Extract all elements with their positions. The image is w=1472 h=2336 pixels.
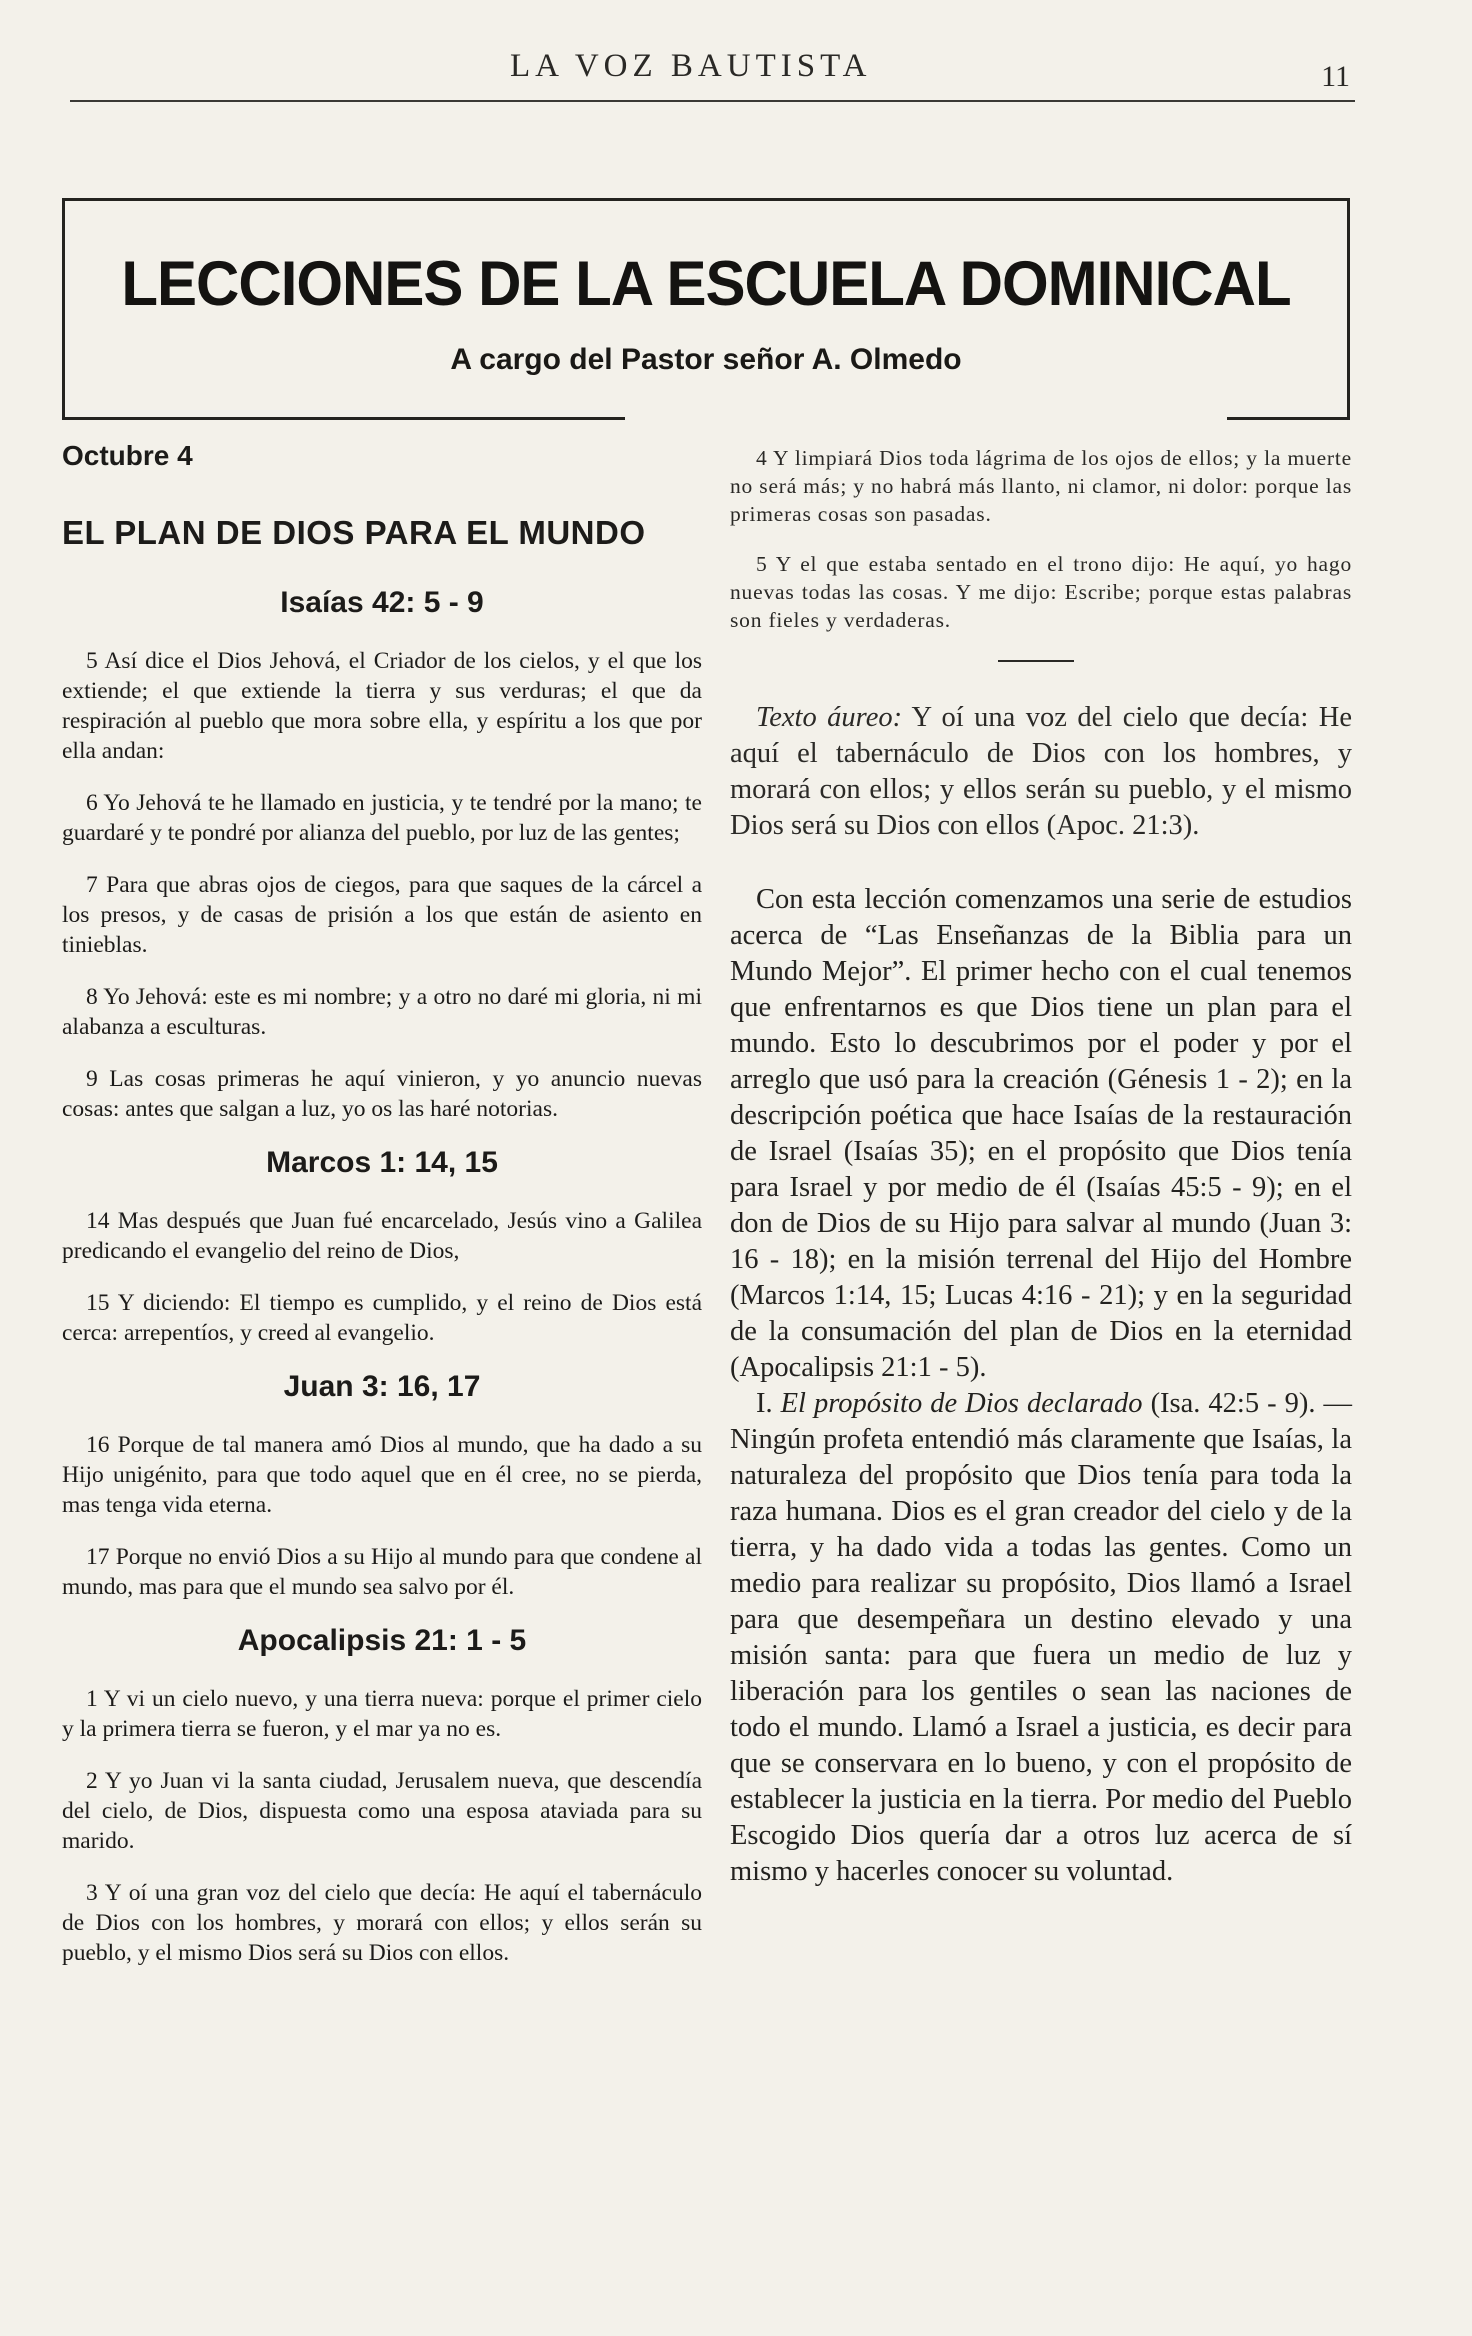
section-divider xyxy=(998,660,1074,662)
verse: 2 Y yo Juan vi la santa ciudad, Jerusalem nueva, que descendía del cielo, de Dios, dispuesta como una esposa ataviada para su marido. xyxy=(62,1768,702,1854)
scripture-reference: Isaías 42: 5 - 9 xyxy=(280,586,484,619)
header-rule xyxy=(70,100,1355,102)
verse: 1 Y vi un cielo nuevo, y una tierra nueva: porque el primer cielo y la primera tierra se fueron, y el mar ya no es. xyxy=(62,1686,702,1742)
verse: 7 Para que abras ojos de ciegos, para que saques de la cárcel a los presos, y de casas de prisión a los que están de asiento en tinieblas. xyxy=(62,872,702,958)
verse: 6 Yo Jehová te he llamado en justicia, y te tendré por la mano; te guardaré y te pondré por alianza del pueblo, por luz de las gentes; xyxy=(62,790,702,846)
scripture-reference: Juan 3: 16, 17 xyxy=(283,1370,481,1403)
banner-title: LECCIONES DE LA ESCUELA DOMINICAL xyxy=(121,248,1291,319)
lesson-title: EL PLAN DE DIOS PARA EL MUNDO xyxy=(62,514,646,551)
golden-text-body: Y oí una voz del cielo que decía: He aquí el tabernáculo de Dios con los hombres, y morará con ellos; y ellos serán su pueblo, y el mismo Dios será su Dios con ellos (Apoc. 21:3). xyxy=(730,702,1352,841)
verse: 17 Porque no envió Dios a su Hijo al mundo para que condene al mundo, mas para que el mundo sea salvo por él. xyxy=(62,1544,702,1600)
verse: 8 Yo Jehová: este es mi nombre; y a otro no daré mi gloria, ni mi alabanza a esculturas. xyxy=(62,984,702,1040)
section-banner xyxy=(62,198,1350,420)
section-number: I. xyxy=(756,1388,773,1419)
verse: 9 Las cosas primeras he aquí vinieron, y yo anuncio nuevas cosas: antes que salgan a luz, yo os las haré notorias. xyxy=(62,1066,702,1122)
page-number: 11 xyxy=(1321,60,1350,93)
scripture-reference: Apocalipsis 21: 1 - 5 xyxy=(237,1624,527,1657)
verse: 3 Y oí una gran voz del cielo que decía: He aquí el tabernáculo de Dios con los hombres, y morará con ellos; y ellos serán su pueblo, y el mismo Dios será su Dios con ellos. xyxy=(62,1880,702,1966)
verse: 15 Y diciendo: El tiempo es cumplido, y el reino de Dios está cerca: arrepentíos, y creed al evangelio. xyxy=(62,1290,702,1346)
golden-text-label: Texto áureo: xyxy=(756,702,903,733)
verse: 4 Y limpiará Dios toda lágrima de los ojos de ellos; y la muerte no será más; y no habrá más llanto, ni clamor, ni dolor: porque las primeras cosas son pasadas. xyxy=(730,446,1352,526)
left-column xyxy=(62,440,702,1990)
section-heading: El propósito de Dios declarado xyxy=(780,1388,1143,1419)
lesson-date: Octubre 4 xyxy=(62,440,193,471)
journal-title: LA VOZ BAUTISTA xyxy=(510,48,872,84)
commentary-intro: Con esta lección comenzamos una serie de estudios acerca de “Las Enseñanzas de la Biblia para un Mundo Mejor”. El primer hecho con el cual tenemos que enfrentarnos es que Dios tiene un plan para el mundo. Esto lo descubrimos por el poder y por el arreglo que usó para la creación (Génesis 1 - 2); en la descripción poética que hace Isaías de la restauración de Israel (Isaías 35); en el propósito que Dios tenía para Israel y por medio de él (Isaías 45:5 - 9); en el don de Dios de su Hijo para salvar al mundo (Juan 3: 16 - 18); en la misión terrenal del Hijo del Hombre (Marcos 1:14, 15; Lucas 4:16 - 21); y en la seguridad de la consumación del plan de Dios en la eternidad (Apocalipsis 21:1 - 5). xyxy=(730,884,1352,1383)
golden-text xyxy=(730,700,1352,844)
commentary-section xyxy=(730,1386,1352,1890)
banner-gap xyxy=(625,415,1227,420)
verse: 16 Porque de tal manera amó Dios al mundo, que ha dado a su Hijo unigénito, para que todo aquel que en él cree, no se pierda, mas tenga vida eterna. xyxy=(62,1432,702,1518)
verse: 5 Así dice el Dios Jehová, el Criador de los cielos, y el que los extiende; el que extiende la tierra y sus verduras; el que da respiración al pueblo que mora sobre ella, y espíritu a los que por ella andan: xyxy=(62,648,702,764)
section-text: (Isa. 42:5 - 9). — Ningún profeta entendió más claramente que Isaías, la naturaleza del propósito que Dios tenía para toda la raza humana. Dios es el gran creador del cielo y de la tierra, y ha dado vida a todas las gentes. Como un medio para realizar su propósito, Dios llamó a Israel para que desempeñara un destino elevado y una misión santa: para que fuera un medio de luz y liberación para los gentiles o sean las naciones de todo el mundo. Llamó a Israel a justicia, es decir para que se conservara en lo bueno, y con el propósito de establecer la justicia en la tierra. Por medio del Pueblo Escogido Dios quería dar a otros luz acerca de sí mismo y hacerles conocer su voluntad. xyxy=(730,1388,1352,1887)
verse: 5 Y el que estaba sentado en el trono dijo: He aquí, yo hago nuevas todas las cosas. Y me dijo: Escribe; porque estas palabras son fieles y verdaderas. xyxy=(730,552,1352,632)
verse: 14 Mas después que Juan fué encarcelado, Jesús vino a Galilea predicando el evangelio del reino de Dios, xyxy=(62,1208,702,1264)
right-column xyxy=(730,444,1352,1890)
scripture-reference: Marcos 1: 14, 15 xyxy=(266,1146,498,1179)
running-head xyxy=(70,44,1350,104)
banner-subtitle: A cargo del Pastor señor A. Olmedo xyxy=(450,343,962,376)
